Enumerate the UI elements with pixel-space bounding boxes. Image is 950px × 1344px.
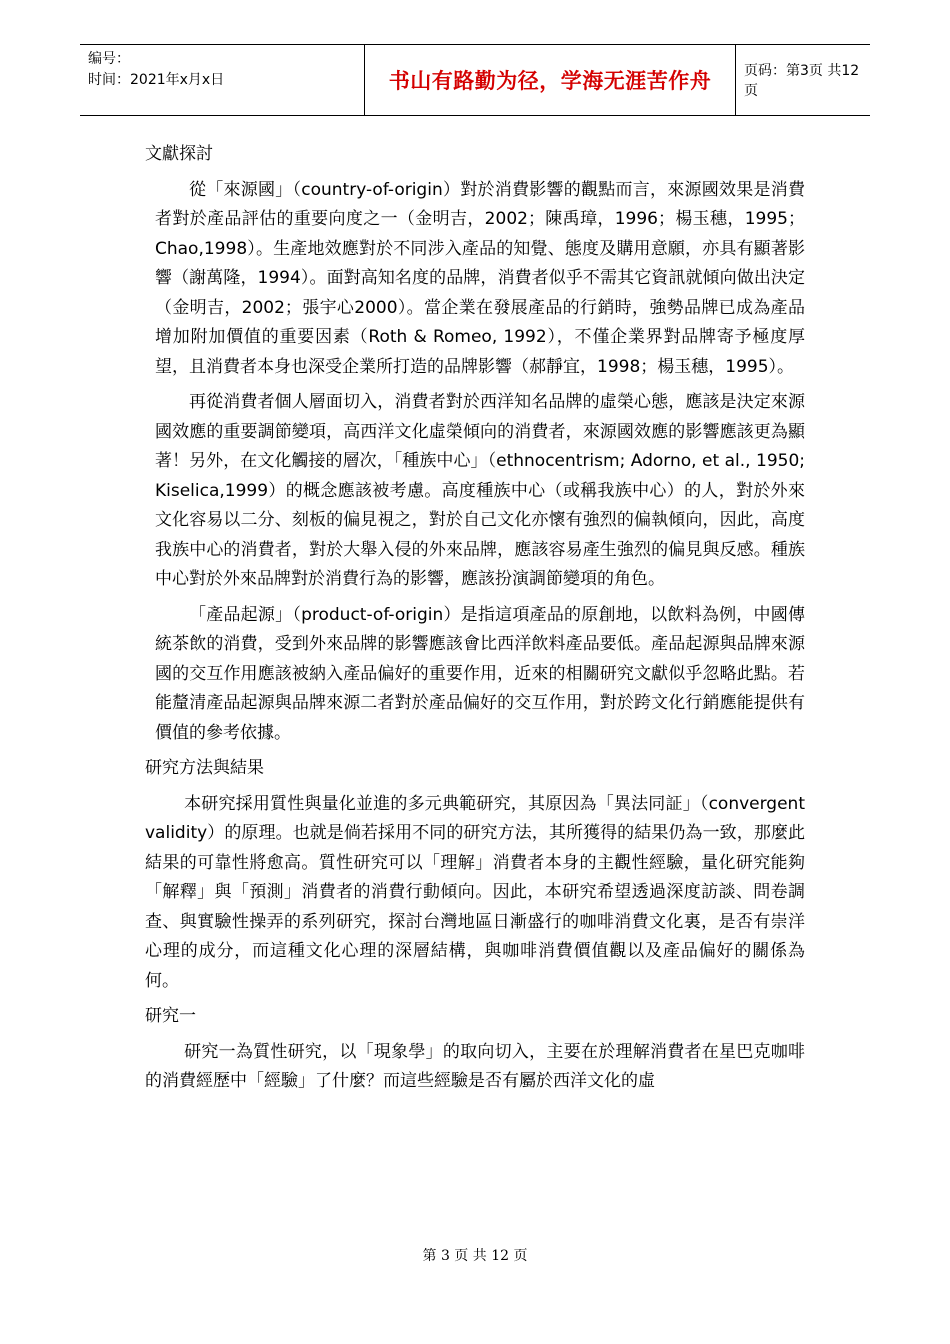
header-motto: 书山有路勤为径，学海无涯苦作舟 — [364, 45, 736, 115]
section-heading-literature: 文獻探討 — [145, 144, 213, 164]
document-number-label: 编号： — [88, 51, 130, 67]
body-paragraph: 本研究採用質性與量化並進的多元典範研究，其原因為「異法同証」（convergent validity）的原理。也就是倘若採用不同的研究方法，其所獲得的結果仍為一致，那麼此結果的可靠性將愈高。質性研究可以「理解」消費者本身的主觀性經驗，量化研究能夠「解釋」與「預測」消費者的消費行動傾向。因此，本研究希望透過深度訪談、問卷調查、與實驗性操弄的系列研究，探討台灣地區日漸盛行的咖啡消費文化裏，是否有崇洋心理的成分，而這種文化心理的深層結構，與咖啡消費價值觀以及產品偏好的關係為何。 — [145, 793, 805, 991]
page-header — [80, 44, 870, 116]
section-heading-study-one: 研究一 — [145, 1006, 196, 1026]
body-paragraph: 研究一為質性研究，以「現象學」的取向切入，主要在於理解消費者在星巴克咖啡的消費經歷中「經驗」了什麼？而這些經驗是否有屬於西洋文化的虛 — [145, 1041, 805, 1091]
page-footer: 第 3 页 共 12 页 — [422, 1248, 528, 1264]
body-paragraph: 從「來源國」（country-of-origin）對於消費影響的觀點而言，來源國效果是消費者對於產品評估的重要向度之一（金明吉，2002；陳禹璋，1996；楊玉穗，1995；Chao,1998）。生產地效應對於不同涉入產品的知覺、態度及購用意願，亦具有顯著影響（謝萬隆，1994）。面對高知名度的品牌，消費者似乎不需其它資訊就傾向做出決定（金明吉，2002；張宇心2000）。當企業在發展產品的行銷時，強勢品牌已成為產品增加附加價值的重要因素（Roth & Romeo, 1992），不僅企業界對品牌寄予極度厚望，且消費者本身也深受企業所打造的品牌影響（郝靜宜，1998；楊玉穗，1995）。 — [155, 179, 805, 377]
section-heading-method: 研究方法與結果 — [145, 758, 264, 778]
document-body — [145, 136, 805, 1103]
body-paragraph: 「產品起源」（product-of-origin）是指這項產品的原創地，以飲料為例，中國傳統茶飲的消費，受到外來品牌的影響應該會比西洋飲料產品要低。產品起源與品牌來源國的交互作用應該被納入產品偏好的重要作用，近來的相關研究文獻似乎忽略此點。若能釐清產品起源與品牌來源二者對於產品偏好的交互作用，對於跨文化行銷應能提供有價值的參考依據。 — [155, 604, 805, 743]
header-page-info: 页码：第3页 共12页 — [744, 63, 860, 99]
header-meta — [88, 49, 288, 91]
body-paragraph: 再從消費者個人層面切入，消費者對於西洋知名品牌的虛榮心態，應該是決定來源國效應的重要調節變項，高西洋文化虛榮傾向的消費者，來源國效應的影響應該更為顯著！另外，在文化觸接的層次，「種族中心」（ethnocentrism; Adorno, et al., 1950; Kiselica,1999）的概念應該被考慮。高度種族中心（或稱我族中心）的人，對於外來文化容易以二分、刻板的偏見視之，對於自己文化亦懷有強烈的偏執傾向，因此，高度我族中心的消費者，對於大舉入侵的外來品牌，應該容易產生強烈的偏見與反感。種族中心對於外來品牌對於消費行為的影響，應該扮演調節變項的角色。 — [155, 392, 805, 589]
document-time-label: 时间：2021年x月x日 — [88, 72, 225, 88]
